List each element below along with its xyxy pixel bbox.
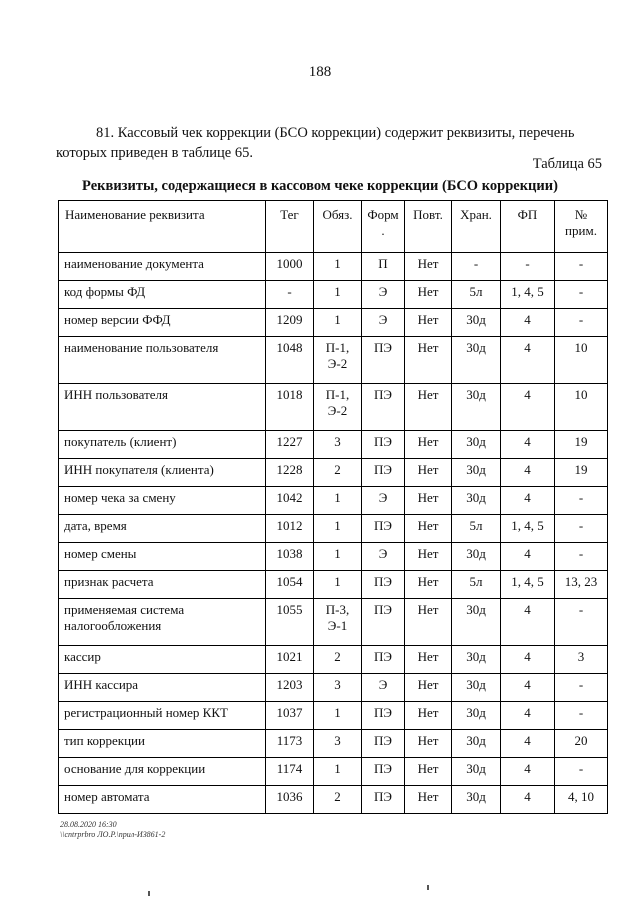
table-cell: 1 <box>314 253 362 281</box>
table-row <box>59 786 608 814</box>
table-cell: 3 <box>314 431 362 459</box>
table-cell: 1 <box>314 758 362 786</box>
scan-speck <box>427 885 429 890</box>
table-cell: 3 <box>314 674 362 702</box>
table-cell: 1209 <box>266 309 314 337</box>
table-cell: ПЭ <box>362 599 405 646</box>
table-cell: 1018 <box>266 384 314 431</box>
table-cell: основание для коррекции <box>59 758 266 786</box>
header-cell: Обяз. <box>314 201 362 253</box>
table-row <box>59 543 608 571</box>
table-cell: 19 <box>555 431 608 459</box>
footer-date: 28.08.2020 16:30 <box>60 820 117 829</box>
table-cell: 4, 10 <box>555 786 608 814</box>
table-cell: 1021 <box>266 646 314 674</box>
intro-paragraph: 81. Кассовый чек коррекции (БСО коррекции) содержит реквизиты, перечень которых приведен в таблице 65. <box>56 125 575 161</box>
table-cell: 5л <box>452 571 501 599</box>
header-cell: Наименование реквизита <box>59 201 266 253</box>
table-cell: П-1, Э-2 <box>314 337 362 384</box>
table-cell: 4 <box>501 337 555 384</box>
table-cell: Нет <box>405 730 452 758</box>
table-cell: применяемая система налогообложения <box>59 599 266 646</box>
table-cell: 3 <box>314 730 362 758</box>
table-cell: - <box>555 281 608 309</box>
table-cell: 1, 4, 5 <box>501 515 555 543</box>
table-cell: признак расчета <box>59 571 266 599</box>
table-cell: номер автомата <box>59 786 266 814</box>
table-title: Реквизиты, содержащиеся в кассовом чеке коррекции (БСО коррекции) <box>82 178 558 194</box>
header-cell: Форм . <box>362 201 405 253</box>
table-header-row <box>59 201 608 253</box>
table-cell: 30д <box>452 758 501 786</box>
table-cell: 4 <box>501 384 555 431</box>
table-cell: П-3, Э-1 <box>314 599 362 646</box>
table-cell: 1 <box>314 543 362 571</box>
table-cell: 30д <box>452 730 501 758</box>
table-cell: ПЭ <box>362 646 405 674</box>
table-cell: 30д <box>452 646 501 674</box>
table-cell: 30д <box>452 459 501 487</box>
table-cell: 30д <box>452 487 501 515</box>
table-cell: номер версии ФФД <box>59 309 266 337</box>
table-cell: Нет <box>405 758 452 786</box>
table-row <box>59 674 608 702</box>
header-cell: № прим. <box>555 201 608 253</box>
table-cell: Нет <box>405 337 452 384</box>
table-cell: Э <box>362 543 405 571</box>
table-cell: 4 <box>501 599 555 646</box>
footer-path: \\cntrprbro ЛО.Р.\прил-ИЗ861-2 <box>60 830 166 839</box>
table-cell: 4 <box>501 758 555 786</box>
table-cell: 10 <box>555 337 608 384</box>
table-cell: ПЭ <box>362 730 405 758</box>
table-cell: Нет <box>405 674 452 702</box>
table-row <box>59 758 608 786</box>
page-number: 188 <box>308 64 332 80</box>
table-cell: 1173 <box>266 730 314 758</box>
table-cell: Нет <box>405 646 452 674</box>
table-cell: ПЭ <box>362 459 405 487</box>
table-row <box>59 431 608 459</box>
table-cell: 4 <box>501 730 555 758</box>
table-cell: ИНН покупателя (клиента) <box>59 459 266 487</box>
table-cell: покупатель (клиент) <box>59 431 266 459</box>
header-cell: Повт. <box>405 201 452 253</box>
table-cell: дата, время <box>59 515 266 543</box>
table-cell: Нет <box>405 281 452 309</box>
table-cell: 10 <box>555 384 608 431</box>
table-cell: 4 <box>501 431 555 459</box>
table-cell: код формы ФД <box>59 281 266 309</box>
table-cell: 3 <box>555 646 608 674</box>
table-row <box>59 309 608 337</box>
table-cell: 1000 <box>266 253 314 281</box>
table-cell: 2 <box>314 459 362 487</box>
table-row <box>59 730 608 758</box>
table-cell: ИНН пользователя <box>59 384 266 431</box>
table-cell: ИНН кассира <box>59 674 266 702</box>
table-cell: 1203 <box>266 674 314 702</box>
table-cell: Нет <box>405 515 452 543</box>
table-cell: Нет <box>405 599 452 646</box>
table-cell: 4 <box>501 543 555 571</box>
table-cell: Э <box>362 674 405 702</box>
table-cell: 1054 <box>266 571 314 599</box>
table-cell: 1 <box>314 309 362 337</box>
table-cell: Нет <box>405 786 452 814</box>
table-row <box>59 337 608 384</box>
table-label: Таблица 65 <box>532 156 602 172</box>
table-cell: - <box>555 253 608 281</box>
requisites-table <box>58 200 608 814</box>
table-cell: ПЭ <box>362 702 405 730</box>
table-cell: 1038 <box>266 543 314 571</box>
table-cell: - <box>266 281 314 309</box>
header-cell: ФП <box>501 201 555 253</box>
table-cell: ПЭ <box>362 384 405 431</box>
table-cell: 30д <box>452 384 501 431</box>
header-cell: Тег <box>266 201 314 253</box>
table-cell: 4 <box>501 786 555 814</box>
table-row <box>59 459 608 487</box>
table-cell: - <box>555 543 608 571</box>
table-cell: 4 <box>501 702 555 730</box>
table-cell: 1055 <box>266 599 314 646</box>
table-cell: 4 <box>501 309 555 337</box>
table-cell: 1 <box>314 515 362 543</box>
table-cell: Нет <box>405 702 452 730</box>
table-cell: ПЭ <box>362 786 405 814</box>
table-cell: 2 <box>314 786 362 814</box>
table-cell: П-1, Э-2 <box>314 384 362 431</box>
table-row <box>59 487 608 515</box>
scan-speck <box>148 891 150 896</box>
table-cell: ПЭ <box>362 758 405 786</box>
table-row <box>59 571 608 599</box>
table-cell: 1227 <box>266 431 314 459</box>
table-cell: Нет <box>405 253 452 281</box>
table-cell: Э <box>362 309 405 337</box>
table-cell: 1036 <box>266 786 314 814</box>
table-cell: Нет <box>405 487 452 515</box>
table-cell: наименование документа <box>59 253 266 281</box>
table-cell: 30д <box>452 543 501 571</box>
table-cell: 4 <box>501 646 555 674</box>
table-row <box>59 253 608 281</box>
table-cell: П <box>362 253 405 281</box>
table-cell: номер чека за смену <box>59 487 266 515</box>
table-cell: - <box>452 253 501 281</box>
table-row <box>59 599 608 646</box>
table-cell: 20 <box>555 730 608 758</box>
table-cell: 5л <box>452 515 501 543</box>
table-cell: 30д <box>452 309 501 337</box>
table-cell: 1 <box>314 702 362 730</box>
table-cell: наименование пользователя <box>59 337 266 384</box>
table-cell: Нет <box>405 309 452 337</box>
table-cell: ПЭ <box>362 337 405 384</box>
table-cell: Нет <box>405 571 452 599</box>
table-cell: Нет <box>405 384 452 431</box>
table-cell: 30д <box>452 702 501 730</box>
table-cell: - <box>555 515 608 543</box>
table-cell: Нет <box>405 459 452 487</box>
table-cell: ПЭ <box>362 515 405 543</box>
table-cell: 30д <box>452 431 501 459</box>
table-cell: 30д <box>452 599 501 646</box>
table-cell: 4 <box>501 459 555 487</box>
table-cell: 2 <box>314 646 362 674</box>
table-cell: 1 <box>314 571 362 599</box>
table-body <box>59 253 608 814</box>
table-cell: - <box>555 309 608 337</box>
table-cell: 1048 <box>266 337 314 384</box>
table-cell: 5л <box>452 281 501 309</box>
table-cell: 1, 4, 5 <box>501 281 555 309</box>
table-cell: 1174 <box>266 758 314 786</box>
table-cell: Э <box>362 487 405 515</box>
table-cell: регистрационный номер ККТ <box>59 702 266 730</box>
table-row <box>59 384 608 431</box>
table-cell: 1042 <box>266 487 314 515</box>
table-cell: 1037 <box>266 702 314 730</box>
table-cell: - <box>555 674 608 702</box>
table-cell: 1, 4, 5 <box>501 571 555 599</box>
table-cell: - <box>501 253 555 281</box>
table-cell: номер смены <box>59 543 266 571</box>
table-cell: - <box>555 702 608 730</box>
table-cell: - <box>555 758 608 786</box>
table-cell: ПЭ <box>362 571 405 599</box>
header-cell: Хран. <box>452 201 501 253</box>
table-cell: ПЭ <box>362 431 405 459</box>
table-cell: 4 <box>501 674 555 702</box>
table-cell: 30д <box>452 674 501 702</box>
footer-stamp <box>60 820 165 840</box>
table-cell: 1 <box>314 281 362 309</box>
table-row <box>59 702 608 730</box>
table-cell: 1228 <box>266 459 314 487</box>
table-cell: - <box>555 487 608 515</box>
table-cell: - <box>555 599 608 646</box>
table-cell: 1012 <box>266 515 314 543</box>
table-row <box>59 515 608 543</box>
table-cell: кассир <box>59 646 266 674</box>
table-row <box>59 281 608 309</box>
table-cell: Э <box>362 281 405 309</box>
table-cell: 1 <box>314 487 362 515</box>
table-cell: Нет <box>405 431 452 459</box>
table-row <box>59 646 608 674</box>
table-cell: Нет <box>405 543 452 571</box>
table-cell: 19 <box>555 459 608 487</box>
table-cell: 13, 23 <box>555 571 608 599</box>
table-cell: 4 <box>501 487 555 515</box>
table-cell: 30д <box>452 786 501 814</box>
table-cell: тип коррекции <box>59 730 266 758</box>
table-cell: 30д <box>452 337 501 384</box>
